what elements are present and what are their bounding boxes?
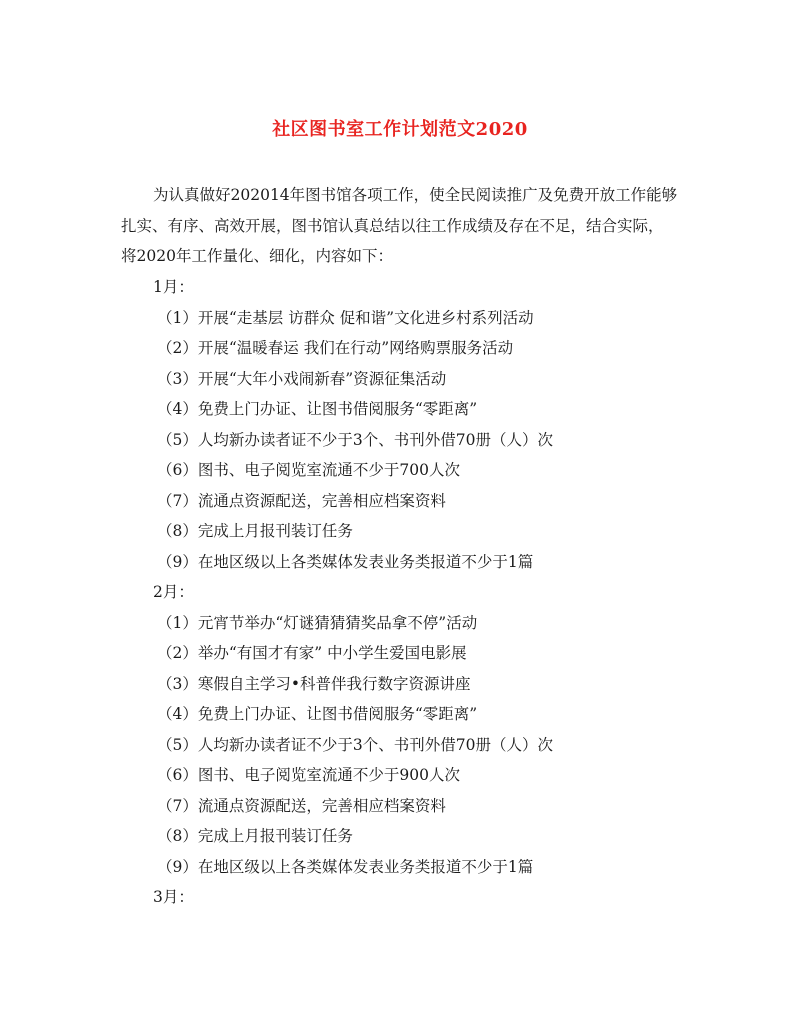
plan-item: （2）举办“有国才有家” 中小学生爱国电影展 (157, 644, 467, 662)
plan-item: （9）在地区级以上各类媒体发表业务类报道不少于1篇 (157, 552, 534, 571)
plan-item: （4）免费上门办证、让图书借阅服务“零距离” (157, 400, 478, 418)
plan-item: （3）开展“大年小戏闹新春”资源征集活动 (157, 369, 447, 388)
month-heading-january: 1月： (153, 278, 194, 296)
plan-item: （5）人均新办读者证不少于3个、书刊外借70册（人）次 (157, 430, 553, 449)
monthly-plan (0, 272, 800, 913)
plan-item: （6）图书、电子阅览室流通不少于700人次 (157, 461, 460, 479)
plan-item: （8）完成上月报刊装订任务 (157, 522, 353, 540)
month-heading-february: 2月： (153, 583, 194, 601)
plan-item: （8）完成上月报刊装订任务 (157, 827, 353, 845)
plan-item: （7）流通点资源配送，完善相应档案资料 (157, 491, 446, 510)
plan-item: （1）开展“走基层 访群众 促和谐”文化进乡村系列活动 (157, 308, 534, 327)
plan-item: （2）开展“温暖春运 我们在行动”网络购票服务活动 (157, 339, 514, 357)
plan-item: （3）寒假自主学习•科普伴我行数字资源讲座 (157, 674, 471, 693)
intro-line: 将2020年工作量化、细化，内容如下： (121, 247, 393, 265)
intro-line: 为认真做好202014年图书馆各项工作，使全民阅读推广及免费开放工作能够 (153, 186, 678, 204)
plan-item: （5）人均新办读者证不少于3个、书刊外借70册（人）次 (157, 735, 553, 754)
plan-item: （9）在地区级以上各类媒体发表业务类报道不少于1篇 (157, 857, 534, 876)
intro-line: 扎实、有序、高效开展，图书馆认真总结以往工作成绩及存在不足，结合实际， (121, 216, 664, 235)
document-title: 社区图书室工作计划范文2020 (272, 119, 528, 140)
plan-item: （6）图书、电子阅览室流通不少于900人次 (157, 766, 460, 784)
plan-item: （1）元宵节举办“灯谜猜猜猜奖品拿不停”活动 (157, 613, 478, 632)
plan-item: （7）流通点资源配送，完善相应档案资料 (157, 796, 446, 815)
plan-item: （4）免费上门办证、让图书借阅服务“零距离” (157, 705, 478, 723)
month-heading-march: 3月： (153, 888, 194, 906)
intro-paragraph (121, 180, 681, 272)
